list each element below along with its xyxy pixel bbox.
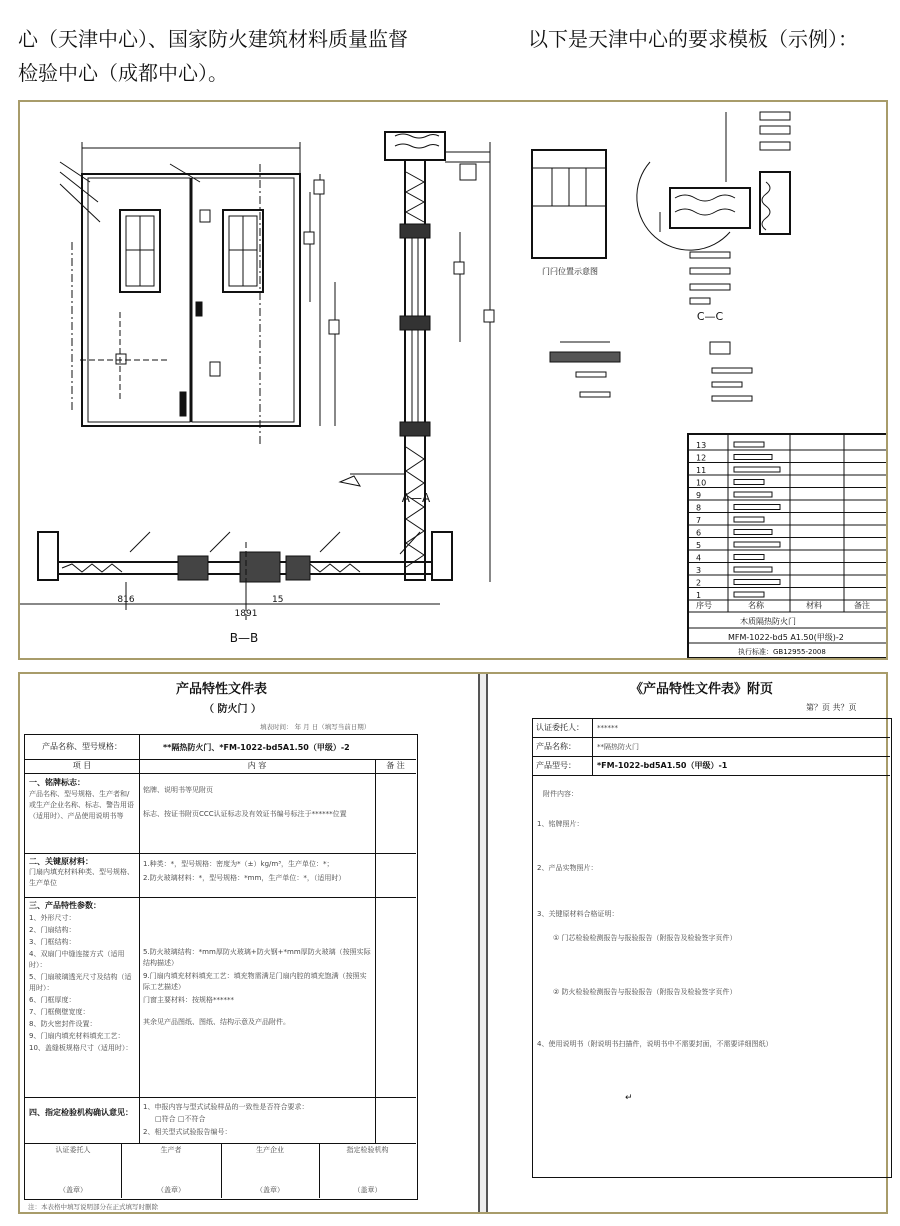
bom-row-symbol [734,442,764,447]
bom-row-number: 7 [696,516,702,525]
right-form-page: 第？页 共？页 [806,703,857,712]
sec3-content-2: 9.门扇内填充材料填充工艺：填充物需满足门扇内腔的填充饱满（按照实际工艺描述） [143,972,367,991]
seal-producer: （盖章） [157,1186,185,1194]
page-divider [478,674,488,1212]
right-form-title: 《产品特性文件表》附页 [630,682,774,697]
sec3-item: 2、门扇结构： [29,926,76,934]
sec3-item-list [29,913,135,1055]
sec1-content-2: 标志、按证书附页CCC认证标志及有效证书编号标注于******位置 [143,810,347,818]
sec4-line-2: 2、相关型式试验报告编号： [143,1128,232,1136]
left-form-subtitle: （ 防火门 ） [204,704,261,715]
title-block-standard: 执行标准：GB12955-2008 [738,648,826,656]
drawing-canvas [20,102,886,658]
attach-item-3: 3、关键原材料合格证明： [537,910,619,918]
info-row-label: 产品型号： [533,757,593,775]
bom-row-symbol [734,567,772,572]
sec3-item: 8、防火密封件设置： [29,1020,97,1028]
bom-head-no: 序号 [696,601,712,610]
title-block-model: MFM-1022-bd5 A1.50(甲级)-2 [728,633,844,642]
label-section-cc: C—C [696,310,724,323]
bom-row-number: 12 [696,453,707,463]
attach-item-3a: ① 门芯检验检测报告与报验报告（附报告及检验签字页件） [553,934,737,942]
bom-row-symbol [734,517,764,522]
sec3-item: 10、盖缝板规格尺寸（适用时）： [29,1044,133,1052]
frame-profile-details [550,342,752,401]
sec3-content-1: 5.防火玻璃结构：*mm厚防火玻璃+防火钢+*mm厚防火玻璃（按照实际结构描述） [143,948,371,967]
label-closer-caption: 门闩位置示意图 [542,267,598,276]
bom-row-number: 4 [696,553,702,563]
bom-row-symbol [734,505,780,510]
bom-row-symbol [734,592,764,597]
sec3-item: 3、门框结构： [29,938,76,946]
right-form-table [532,718,892,1178]
left-form-table [24,734,418,1200]
sec3-item: 5、门扇玻璃透光尺寸及结构（适用时）： [29,973,132,992]
sign-head-factory: 生产企业 [256,1146,284,1154]
info-row-label: 产品名称： [533,738,593,756]
info-row [533,738,890,757]
bom-row-symbol [734,555,764,560]
left-form-footnote: 注：本表格中填写说明部分在正式填写时删除 [28,1203,158,1211]
sec3-item: 1、外形尺寸： [29,914,76,922]
label-section-aa: A—A [401,491,431,505]
info-row-value: **隔热防火门 [597,743,639,751]
bom-row-number: 3 [696,566,702,575]
title-block-name: 木质隔热防火门 [740,617,796,626]
col-head-content: 内 容 [139,759,376,773]
bom-head-material: 材料 [806,601,822,610]
form-pages [18,672,888,1214]
attach-item-2: 2、产品实物照片： [537,864,598,872]
sec4-line-1: 1、申报内容与型式试验样品的一致性是否符合要求： [143,1103,309,1111]
bom-row-number: 6 [696,528,702,538]
bom-row-symbol [734,580,780,585]
bom-row-symbol [734,492,772,497]
sec1-content-1: 铭牌、说明书等见附页 [143,786,213,794]
intro-line-2: 检验中心（成都中心）。 [18,61,228,85]
seal-factory: （盖章） [256,1186,284,1194]
sec2-content-2: 2.防火玻璃材料：*，型号规格：*mm，生产单位：*，（适用时） [143,874,346,882]
bom-row-number: 9 [696,491,702,500]
sign-head-client: 认证委托人 [55,1146,91,1154]
seal-client: （盖章） [59,1186,87,1194]
intro-text-left [18,22,458,90]
sec3-content-3: 门窗主要材料：按规格****** [143,996,234,1004]
return-mark: ↵ [625,1093,633,1103]
sec3-item: 4、双扇门中缝连接方式（适用时）： [29,950,125,969]
product-name-label: 产品名称、型号规格： [25,735,140,759]
bom-row-number: 5 [696,541,702,550]
label-section-bb: B—B [229,631,259,645]
bom-row-symbol [734,530,772,535]
sec3-title: 三、产品特性参数： [29,901,101,910]
bom-row-number: 8 [696,503,702,513]
info-row [533,757,890,776]
attach-title: 附件内容： [543,790,578,798]
door-closer-diagram [532,150,606,258]
sec3-item: 9、门扇内填充材料填充工艺： [29,1032,125,1040]
info-row [533,719,890,738]
sec4-options: □符合 □不符合 [155,1115,206,1123]
bom-head-name: 名称 [748,601,764,610]
sec3-item: 6、门框厚度： [29,996,76,1004]
bom-row-symbol [734,455,772,460]
door-section-aa [340,132,494,582]
sec3-content-4: 其余见产品图纸、图纸、结构示意及产品附件。 [143,1018,290,1026]
door-section-cc [637,112,790,304]
bom-row-symbol [734,467,780,472]
seal-lab: （盖章） [353,1186,382,1194]
dim-15: 15 [272,595,284,605]
info-row-label: 认证委托人： [533,719,593,737]
sec2-title: 二、关键原材料： [29,857,93,866]
attach-item-1: 1、铭牌照片： [537,820,584,828]
sec4-title: 四、指定检验机构确认意见： [29,1108,133,1117]
bom-row-symbol [734,480,764,485]
attach-item-4: 4、使用说明书（附说明书扫描件，说明书中不需要封面，不需要详细图纸） [537,1040,773,1048]
door-front-elevation [60,142,339,444]
bom-row-number: 10 [696,478,707,488]
dim-1891: 1891 [234,609,258,619]
info-row-value: ****** [597,724,618,732]
bom-row-number: 13 [696,441,707,450]
intro-text-right: 以下是天津中心的要求模板（示例）： [528,27,858,51]
sign-head-producer: 生产者 [160,1146,182,1154]
bom-head-note: 备注 [854,601,870,610]
product-name-value: **隔热防火门、*FM-1022-bd5A1.50（甲级）-2 [163,743,350,752]
left-form-date-line: 填表时间： 年 月 日（填写当前日期） [260,723,371,731]
bom-row-number: 11 [696,466,707,475]
info-row-value: *FM-1022-bd5A1.50（甲级）-1 [597,761,728,770]
intro-line-1: 心（天津中心）、国家防火建筑材料质量监督 [18,27,408,51]
bom-row-number: 1 [696,591,702,600]
sign-head-lab: 指定检验机构 [346,1146,389,1154]
sec1-desc: 产品名称、型号规格、生产者和/或生产企业名称、标志、警告用语（适用时）、产品使用说明书等 [29,790,134,820]
attach-item-3b: ② 防火检验检测报告与报验报告（附报告及检验签字页件） [553,988,737,996]
sec2-content-1: 1.种类：*，型号规格：密度为*（±）kg/m³，生产单位：*； [143,860,334,868]
dim-816: 816 [117,595,135,605]
col-head-item: 项 目 [25,759,140,773]
col-head-note: 备 注 [386,761,405,770]
bom-row-symbol [734,542,780,547]
sec3-item: 7、门框侧壁宽度： [29,1008,90,1016]
door-technical-drawing [18,100,888,660]
sec1-title: 一、铭牌标志： [29,778,85,787]
sec2-desc: 门扇内填充材料种类、型号规格、生产单位 [29,868,134,887]
bom-row-number: 2 [696,578,702,588]
left-form-title: 产品特性文件表 [176,682,268,697]
